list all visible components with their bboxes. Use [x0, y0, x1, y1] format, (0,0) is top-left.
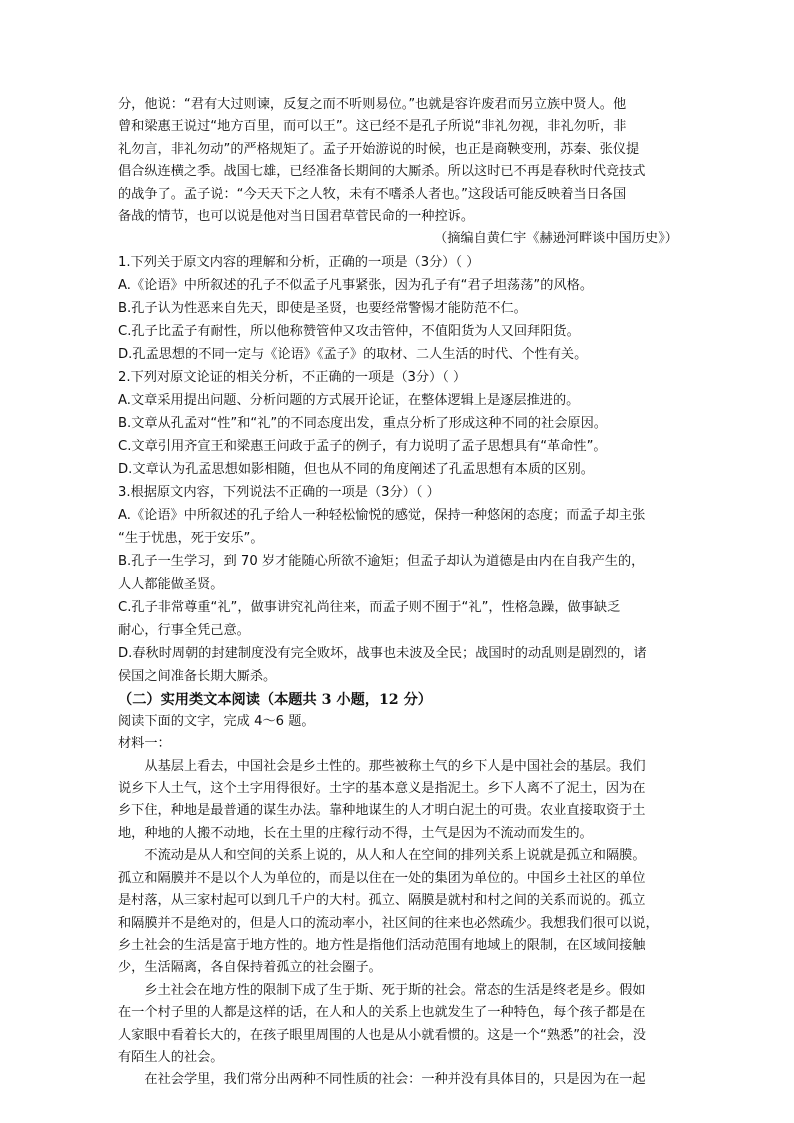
material-paragraph-line: 少，生活隔离，各自保持着孤立的社会圈子。	[118, 960, 382, 976]
section-title: （二）实用类文本阅读（本题共 3 小题，12 分）	[118, 691, 432, 708]
question-option: B.孔子一生学习，到 70 岁才能随心所欲不逾矩；但孟子却认为道德是由内在自我产生的，	[118, 553, 645, 569]
material-label: 材料一：	[118, 736, 171, 752]
question-option: A.《论语》中所叙述的孔子不似孟子凡事紧张，因为孔子有“君子坦荡荡”的风格。	[118, 277, 594, 293]
question-option: B.孔子认为性恶来自先天，即使是圣贤，也要经常警惕才能防范不仁。	[118, 300, 527, 316]
material-paragraph-line: 在社会学里，我们常分出两种不同性质的社会：一种并没有具体目的，只是因为在一起	[144, 1072, 646, 1088]
material-paragraph-line: 乡土社会在地方性的限制下成了生于斯、死于斯的社会。常态的生活是终老是乡。假如	[144, 982, 646, 998]
material-one-text	[118, 756, 678, 1092]
material-paragraph-line: 和隔膜并不是绝对的，但是人口的流动率小，社区间的往来也必然疏少。我想我们很可以说，	[118, 915, 659, 931]
material-paragraph-line: 地，种地的人搬不动地，长在土里的庄稼行动不得，土气是因为不流动而发生的。	[118, 825, 593, 841]
passage-line: 分，他说：“君有大过则谏，反复之而不听则易位。”也就是容许废君而另立族中贤人。他	[118, 97, 627, 112]
material-paragraph-line: 是村落，从三家村起可以到几千户的大村。孤立、隔膜是就村和村之间的关系而说的。孤立	[118, 893, 646, 909]
question-option: D.孔孟思想的不同一定与《论语》《孟子》的取材、二人生活的时代、个性有关。	[118, 346, 588, 362]
material-paragraph-line: 有陌生人的社会。	[118, 1049, 224, 1065]
material-paragraph-line: 乡土社会的生活是富于地方性的。地方性是指他们活动范围有地域上的限制，在区域间接触	[118, 937, 646, 953]
material-paragraph-line: 不流动是从人和空间的关系上说的，从人和人在空间的排列关系上说就是孤立和隔膜。	[144, 848, 646, 864]
passage-continuation	[118, 94, 678, 228]
questions-section	[118, 251, 678, 688]
material-paragraph-line: 人家眼中看着长大的，在孩子眼里周围的人也是从小就看惯的。这是一个“熟悉”的社会，没	[118, 1027, 646, 1043]
question-option: B.文章从孔孟对“性”和“礼”的不同态度出发，重点分析了形成这种不同的社会原因。	[118, 415, 607, 431]
material-paragraph-line: 从基层上看去，中国社会是乡土性的。那些被称土气的乡下人是中国社会的基层。我们	[144, 758, 646, 774]
material-paragraph-line: 孤立和隔膜并不是以个人为单位的，而是以住在一处的集团为单位的。中国乡土社区的单位	[118, 870, 646, 886]
material-paragraph-line: 乡下住，种地是最普通的谋生办法。靠种地谋生的人才明白泥土的可贵。农业直接取资于土	[118, 803, 646, 819]
passage-line: 倡合纵连横之季。战国七雄，已经准备长期间的大厮杀。所以这时已不再是春秋时代竞技式	[118, 164, 646, 180]
document-page	[118, 94, 678, 1092]
question-option: D.文章认为孔孟思想如影相随，但也从不同的角度阐述了孔孟思想有本质的区别。	[118, 461, 594, 477]
question-option: 侯国之间准备长期大厮杀。	[118, 668, 277, 684]
question-stem: 1.下列关于原文内容的理解和分析，正确的一项是（3分）（ ）	[118, 254, 480, 270]
material-paragraph-line: 说乡下人土气，这个土字用得很好。土字的基本意义是指泥土。乡下人离不了泥土，因为在	[118, 781, 646, 797]
passage-line: 备战的情节，也可以说是他对当日国君草菅民命的一种控诉。	[118, 209, 475, 225]
question-option: C.文章引用齐宣王和梁惠王问政于孟子的例子，有力说明了孟子思想具有“革命性”。	[118, 438, 607, 454]
question-option: 人人都能做圣贤。	[118, 576, 224, 592]
question-option: C.孔子比孟子有耐性，所以他称赞管仲又攻击管仲，不值阳货为人又回拜阳货。	[118, 323, 580, 339]
question-option: A.《论语》中所叙述的孔子给人一种轻松愉悦的感觉，保持一种悠闲的态度；而孟子却主张	[118, 507, 646, 523]
question-option: 耐心，行事全凭己意。	[118, 622, 250, 638]
passage-line: 的战争了。孟子说：“今天天下之人牧，未有不嗜杀人者也。”这段话可能反映着当日各国	[118, 186, 627, 202]
material-paragraph-line: 在一个村子里的人都是这样的话，在人和人的关系上也就发生了一种特色，每个孩子都是在	[118, 1005, 646, 1021]
passage-line: 礼勿言，非礼勿动”的严格规矩了。孟子开始游说的时候，也正是商鞅变刑，苏秦、张仪提	[118, 141, 640, 157]
question-option: “生于忧患，死于安乐”。	[118, 530, 264, 546]
passage-citation: （摘编自黄仁宇《赫逊河畔谈中国历史》）	[434, 231, 678, 247]
question-stem: 2.下列对原文论证的相关分析，不正确的一项是（3分）（ ）	[118, 369, 467, 385]
question-option: A.文章采用提出问题、分析问题的方式展开论证，在整体逻辑上是逐层推进的。	[118, 392, 580, 408]
question-option: C.孔子非常尊重“礼”，做事讲究礼尚往来，而孟子则不囿于“礼”，性格急躁，做事缺乏	[118, 599, 621, 615]
section-instruction: 阅读下面的文字，完成 4～6 题。	[118, 713, 315, 729]
question-option: D.春秋时周朝的封建制度没有完全败坏，战事也未波及全民；战国时的动乱则是剧烈的，诸	[118, 645, 647, 661]
passage-line: 曾和梁惠王说过“地方百里，而可以王”。这已经不是孔子所说“非礼勿视，非礼勿听，非	[118, 119, 627, 135]
question-stem: 3.根据原文内容，下列说法不正确的一项是（3分）（ ）	[118, 484, 440, 500]
